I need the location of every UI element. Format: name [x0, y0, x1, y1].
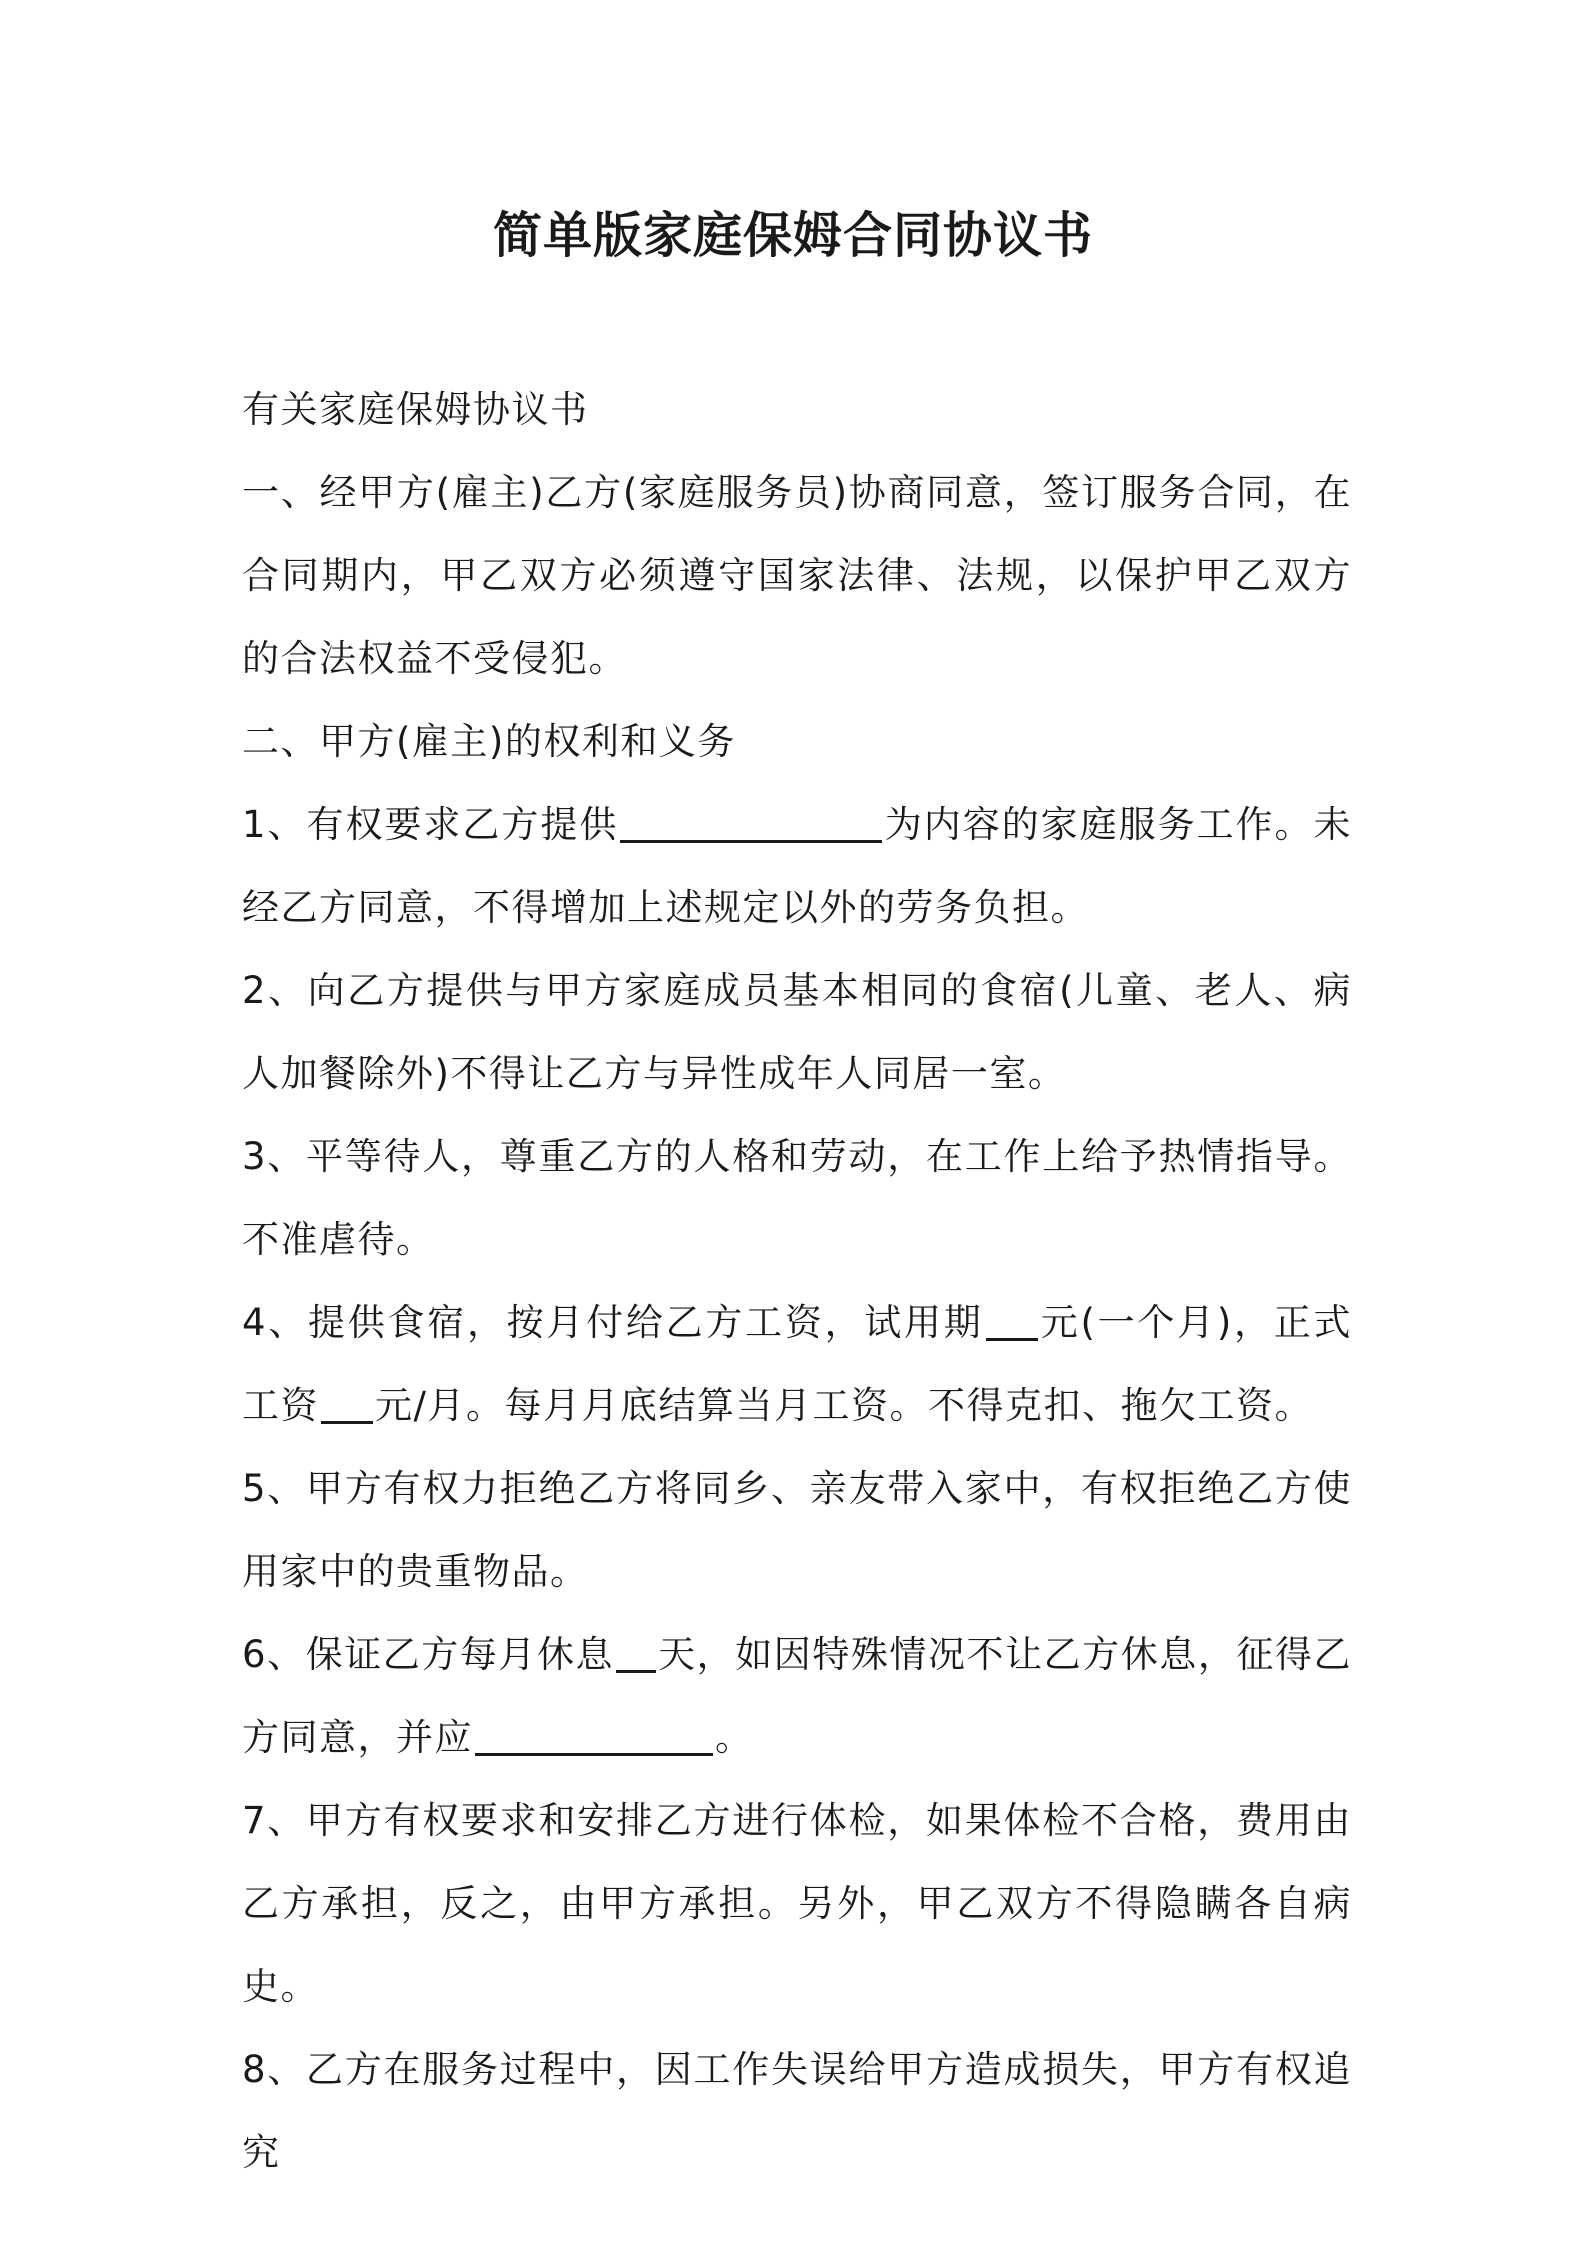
- section-2-heading: 二、甲方(雇主)的权利和义务: [242, 720, 736, 763]
- clause-1-text-before: 1、有权要求乙方提供: [242, 803, 619, 846]
- trial-wage-blank[interactable]: [986, 1300, 1038, 1341]
- document-title: 简单版家庭保姆合同协议书: [492, 206, 1093, 264]
- clause-6-text-1: 6、保证乙方每月休息: [242, 1633, 615, 1676]
- document-body: [242, 368, 1352, 2194]
- clause-8: 8、乙方在服务过程中，因工作失误给甲方造成损失，甲方有权追究: [242, 2048, 1352, 2174]
- clause-1-text-after: 为内容的家庭服务工作。未经乙方同意，不得增加上述规定以外的劳务负担。: [242, 803, 1352, 929]
- clause-6-text-2: 天，如因特殊情况不让乙方休息，征得乙方同意，并应: [242, 1633, 1352, 1759]
- clause-6: [242, 1613, 1352, 1779]
- clause-5: 5、甲方有权力拒绝乙方将同乡、亲友带入家中，有权拒绝乙方使用家中的贵重物品。: [242, 1467, 1352, 1593]
- clause-4: [242, 1281, 1352, 1447]
- compensation-blank[interactable]: [475, 1715, 713, 1756]
- clause-1-service-blank[interactable]: [620, 802, 882, 843]
- clause-4-text-1: 4、提供食宿，按月付给乙方工资，试用期: [242, 1301, 984, 1344]
- clause-4-text-3: 元/月。每月月底结算当月工资。不得克扣、拖欠工资。: [375, 1384, 1313, 1427]
- formal-wage-blank[interactable]: [321, 1383, 373, 1424]
- clause-3: 3、平等待人，尊重乙方的人格和劳动，在工作上给予热情指导。不准虐待。: [242, 1135, 1352, 1261]
- subtitle: 有关家庭保姆协议书: [242, 388, 589, 431]
- clause-2: 2、向乙方提供与甲方家庭成员基本相同的食宿(儿童、老人、病人加餐除外)不得让乙方与异性成年人同居一室。: [242, 969, 1352, 1095]
- section-1-paragraph: 一、经甲方(雇主)乙方(家庭服务员)协商同意，签订服务合同，在合同期内，甲乙双方必须遵守国家法律、法规，以保护甲乙双方的合法权益不受侵犯。: [242, 471, 1352, 680]
- clause-4-text-2: 元(一个月)，正式工资: [242, 1301, 1352, 1427]
- clause-7: 7、甲方有权要求和安排乙方进行体检，如果体检不合格，费用由乙方承担，反之，由甲方承担。另外，甲乙双方不得隐瞒各自病史。: [242, 1799, 1352, 2008]
- clause-6-text-3: 。: [715, 1716, 754, 1759]
- clause-1: [242, 783, 1352, 949]
- rest-days-blank[interactable]: [616, 1632, 656, 1673]
